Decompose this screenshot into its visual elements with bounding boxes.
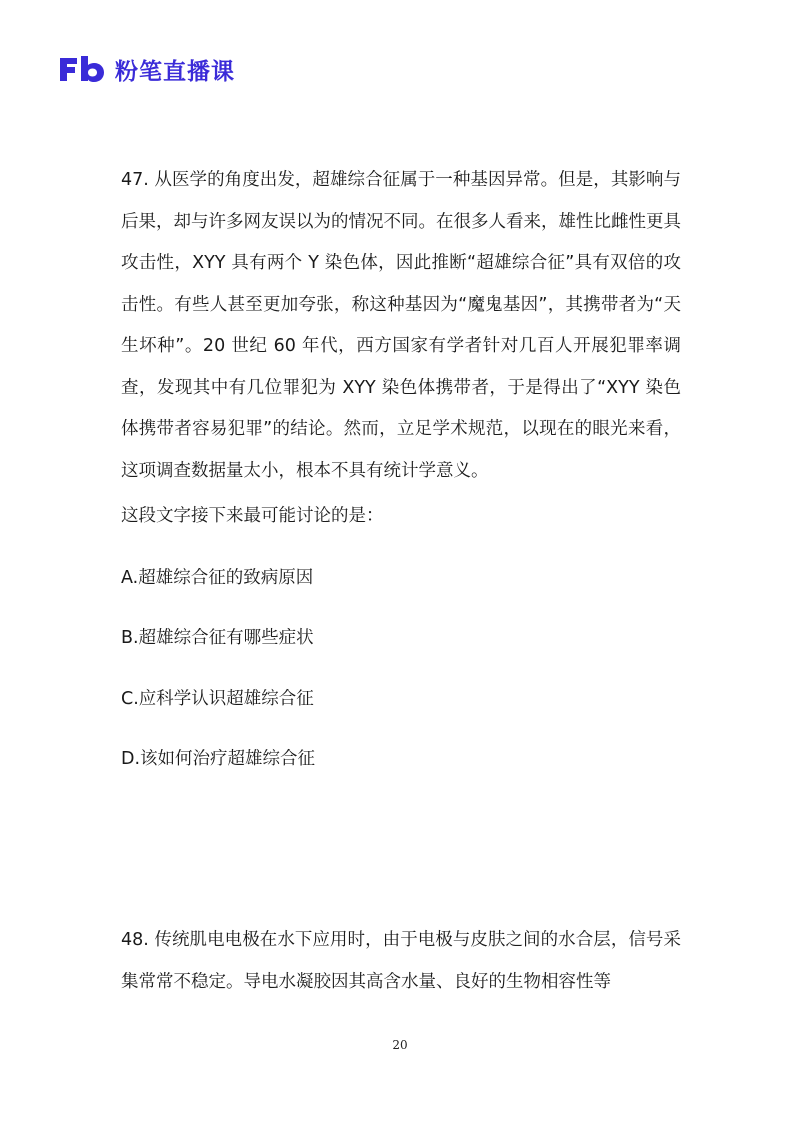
option-c: C.应科学认识超雄综合征: [121, 688, 314, 709]
question-prompt: 这段文字接下来最可能讨论的是：: [121, 506, 384, 526]
brand-header: [57, 52, 235, 86]
question-47: [121, 160, 681, 800]
question-48: [121, 920, 681, 1003]
option-a: A.超雄综合征的致病原因: [121, 567, 314, 588]
fenbi-logo-icon: [57, 54, 107, 84]
option-d: D.该如何治疗超雄综合征: [121, 749, 316, 769]
option-b: B.超雄综合征有哪些症状: [121, 628, 314, 648]
brand-name: 粉笔直播课: [115, 58, 235, 85]
question-stem: 48. 传统肌电电极在水下应用时，由于电极与皮肤之间的水合层，信号采集常常不稳定。导电水凝胶因其高含水量、良好的生物相容性等: [121, 930, 681, 992]
question-stem: 47. 从医学的角度出发，超雄综合征属于一种基因异常。但是，其影响与后果，却与许多网友误以为的情况不同。在很多人看来，雄性比雌性更具攻击性，XYY 具有两个 Y 染色体，因此推断“超雄综合征”具有双倍的攻击性。有些人甚至更加夸张，称这种基因为“魔鬼基因”，其携带者为“天生坏种”。20 世纪 60 年代，西方国家有学者针对几百人开展犯罪率调查，发现其中有几位罪犯为 XYY 染色体携带者，于是得出了“XYY 染色体携带者容易犯罪”的结论。然而，立足学术规范，以现在的眼光来看，这项调查数据量太小，根本不具有统计学意义。: [121, 170, 681, 481]
page-number: 20: [392, 1038, 408, 1052]
